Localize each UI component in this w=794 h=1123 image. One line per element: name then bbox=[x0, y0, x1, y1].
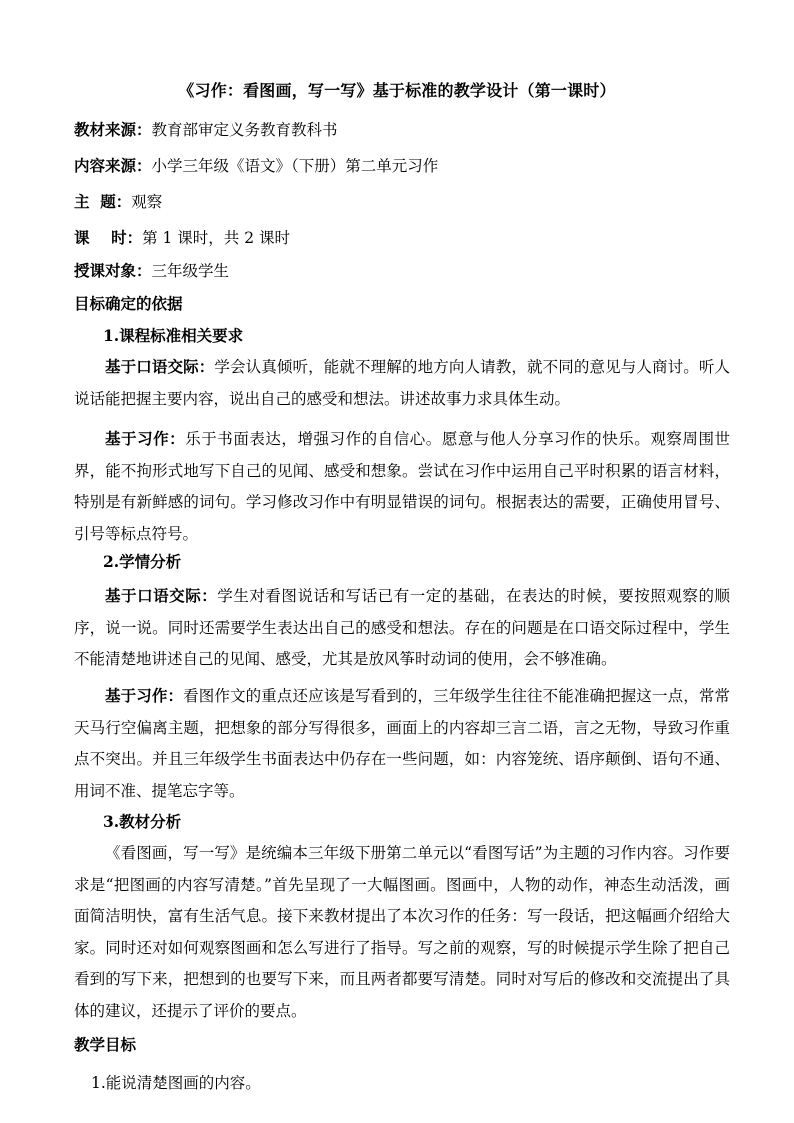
meta-textbook-source bbox=[74, 119, 338, 141]
meta-value: 小学三年级《语文》（下册）第二单元习作 bbox=[151, 157, 439, 175]
meta-audience bbox=[74, 260, 229, 282]
paragraph-text: 学会认真倾听，能就不理解的地方向人请教，就不同的意见与人商讨。听人说话能把握主要内容，说出自己的感受和想法。讲述故事力求具体生动。 bbox=[74, 358, 730, 408]
meta-key: 主 题： bbox=[74, 192, 132, 211]
paragraph-text: 《看图画，写一写》是统编本三年级下册第二单元以“看图写话”为主题的习作内容。习作要求是“把图画的内容写清楚。”首先呈现了一大幅图画。图画中，人物的动作，神态生动活泼，画面简洁明快，富有生活气息。接下来教材提出了本次习作的任务：写一段话，把这幅画介绍给大家。同时还对如何观察图画和怎么写进行了指导。写之前的观察，写的时候提示学生除了把自己看到的写下来，把想到的也要写下来，而且两者都要写清楚。同时对写后的修改和交流提出了具体的建议，还提示了评价的要点。 bbox=[74, 844, 730, 1020]
document-title: 《习作：看图画，写一写》基于标准的教学设计（第一课时） bbox=[178, 81, 616, 100]
meta-content-source bbox=[74, 155, 438, 177]
meta-key: 内容来源： bbox=[74, 156, 152, 175]
meta-value: 第 1 课时，共 2 课时 bbox=[142, 229, 291, 247]
paragraph-text: 乐于书面表达，增强习作的自信心。愿意与他人分享习作的快乐。观察周围世界，能不拘形式地写下自己的见闻、感受和想象。尝试在习作中运用自己平时积累的语言材料，特别是有新鲜感的词句。学习修改习作中有明显错误的词句。根据表达的需要，正确使用冒号、引号等标点符号。 bbox=[74, 430, 730, 543]
meta-value: 观察 bbox=[131, 193, 163, 211]
paragraph-learner-writing bbox=[74, 680, 730, 807]
section-heading-basis: 目标确定的依据 bbox=[74, 294, 183, 313]
goal-item: 1.能说清楚图画的内容。 bbox=[91, 1074, 261, 1092]
paragraph-text: 看图作文的重点还应该是写看到的，三年级学生往往不能准确把握这一点，常常天马行空偏离主题，把想象的部分写得很多，画面上的内容却三言二语，言之无物，导致习作重点不突出。并且三年级学生书面表达中仍存在一些问题，如：内容笼统、语序颠倒、语句不通、用词不准、提笔忘字等。 bbox=[74, 687, 730, 800]
subheading-textbook-analysis: 3.教材分析 bbox=[103, 812, 182, 831]
paragraph-learner-oral bbox=[74, 580, 730, 676]
meta-theme bbox=[74, 191, 162, 213]
paragraph-standards-writing bbox=[74, 423, 730, 550]
paragraph-text: 学生对看图说话和写话已有一定的基础，在表达的时候，要按照观察的顺序，说一说。同时还需要学生表达出自己的感受和想法。存在的问题是在口语交际过程中，学生不能清楚地讲述自己的见闻、感受，尤其是放风筝时动词的使用，会不够准确。 bbox=[74, 587, 730, 668]
paragraph-lead: 基于口语交际： bbox=[105, 586, 218, 605]
meta-key: 授课对象： bbox=[74, 261, 152, 280]
subheading-learner-analysis: 2.学情分析 bbox=[103, 552, 182, 571]
paragraph-lead: 基于习作： bbox=[105, 686, 184, 705]
meta-value: 三年级学生 bbox=[151, 262, 230, 280]
meta-key: 教材来源： bbox=[74, 120, 152, 139]
paragraph-standards-oral bbox=[74, 351, 730, 415]
subheading-curriculum-standards: 1.课程标准相关要求 bbox=[103, 326, 244, 345]
section-heading-goals: 教学目标 bbox=[74, 1035, 137, 1054]
paragraph-lead: 基于口语交际： bbox=[105, 357, 215, 376]
paragraph-textbook-analysis bbox=[74, 838, 730, 1027]
meta-value: 教育部审定义务教育教科书 bbox=[151, 121, 338, 139]
meta-key: 课 时： bbox=[74, 228, 143, 247]
meta-lesson-hours bbox=[74, 227, 290, 249]
paragraph-lead: 基于习作： bbox=[105, 429, 186, 448]
